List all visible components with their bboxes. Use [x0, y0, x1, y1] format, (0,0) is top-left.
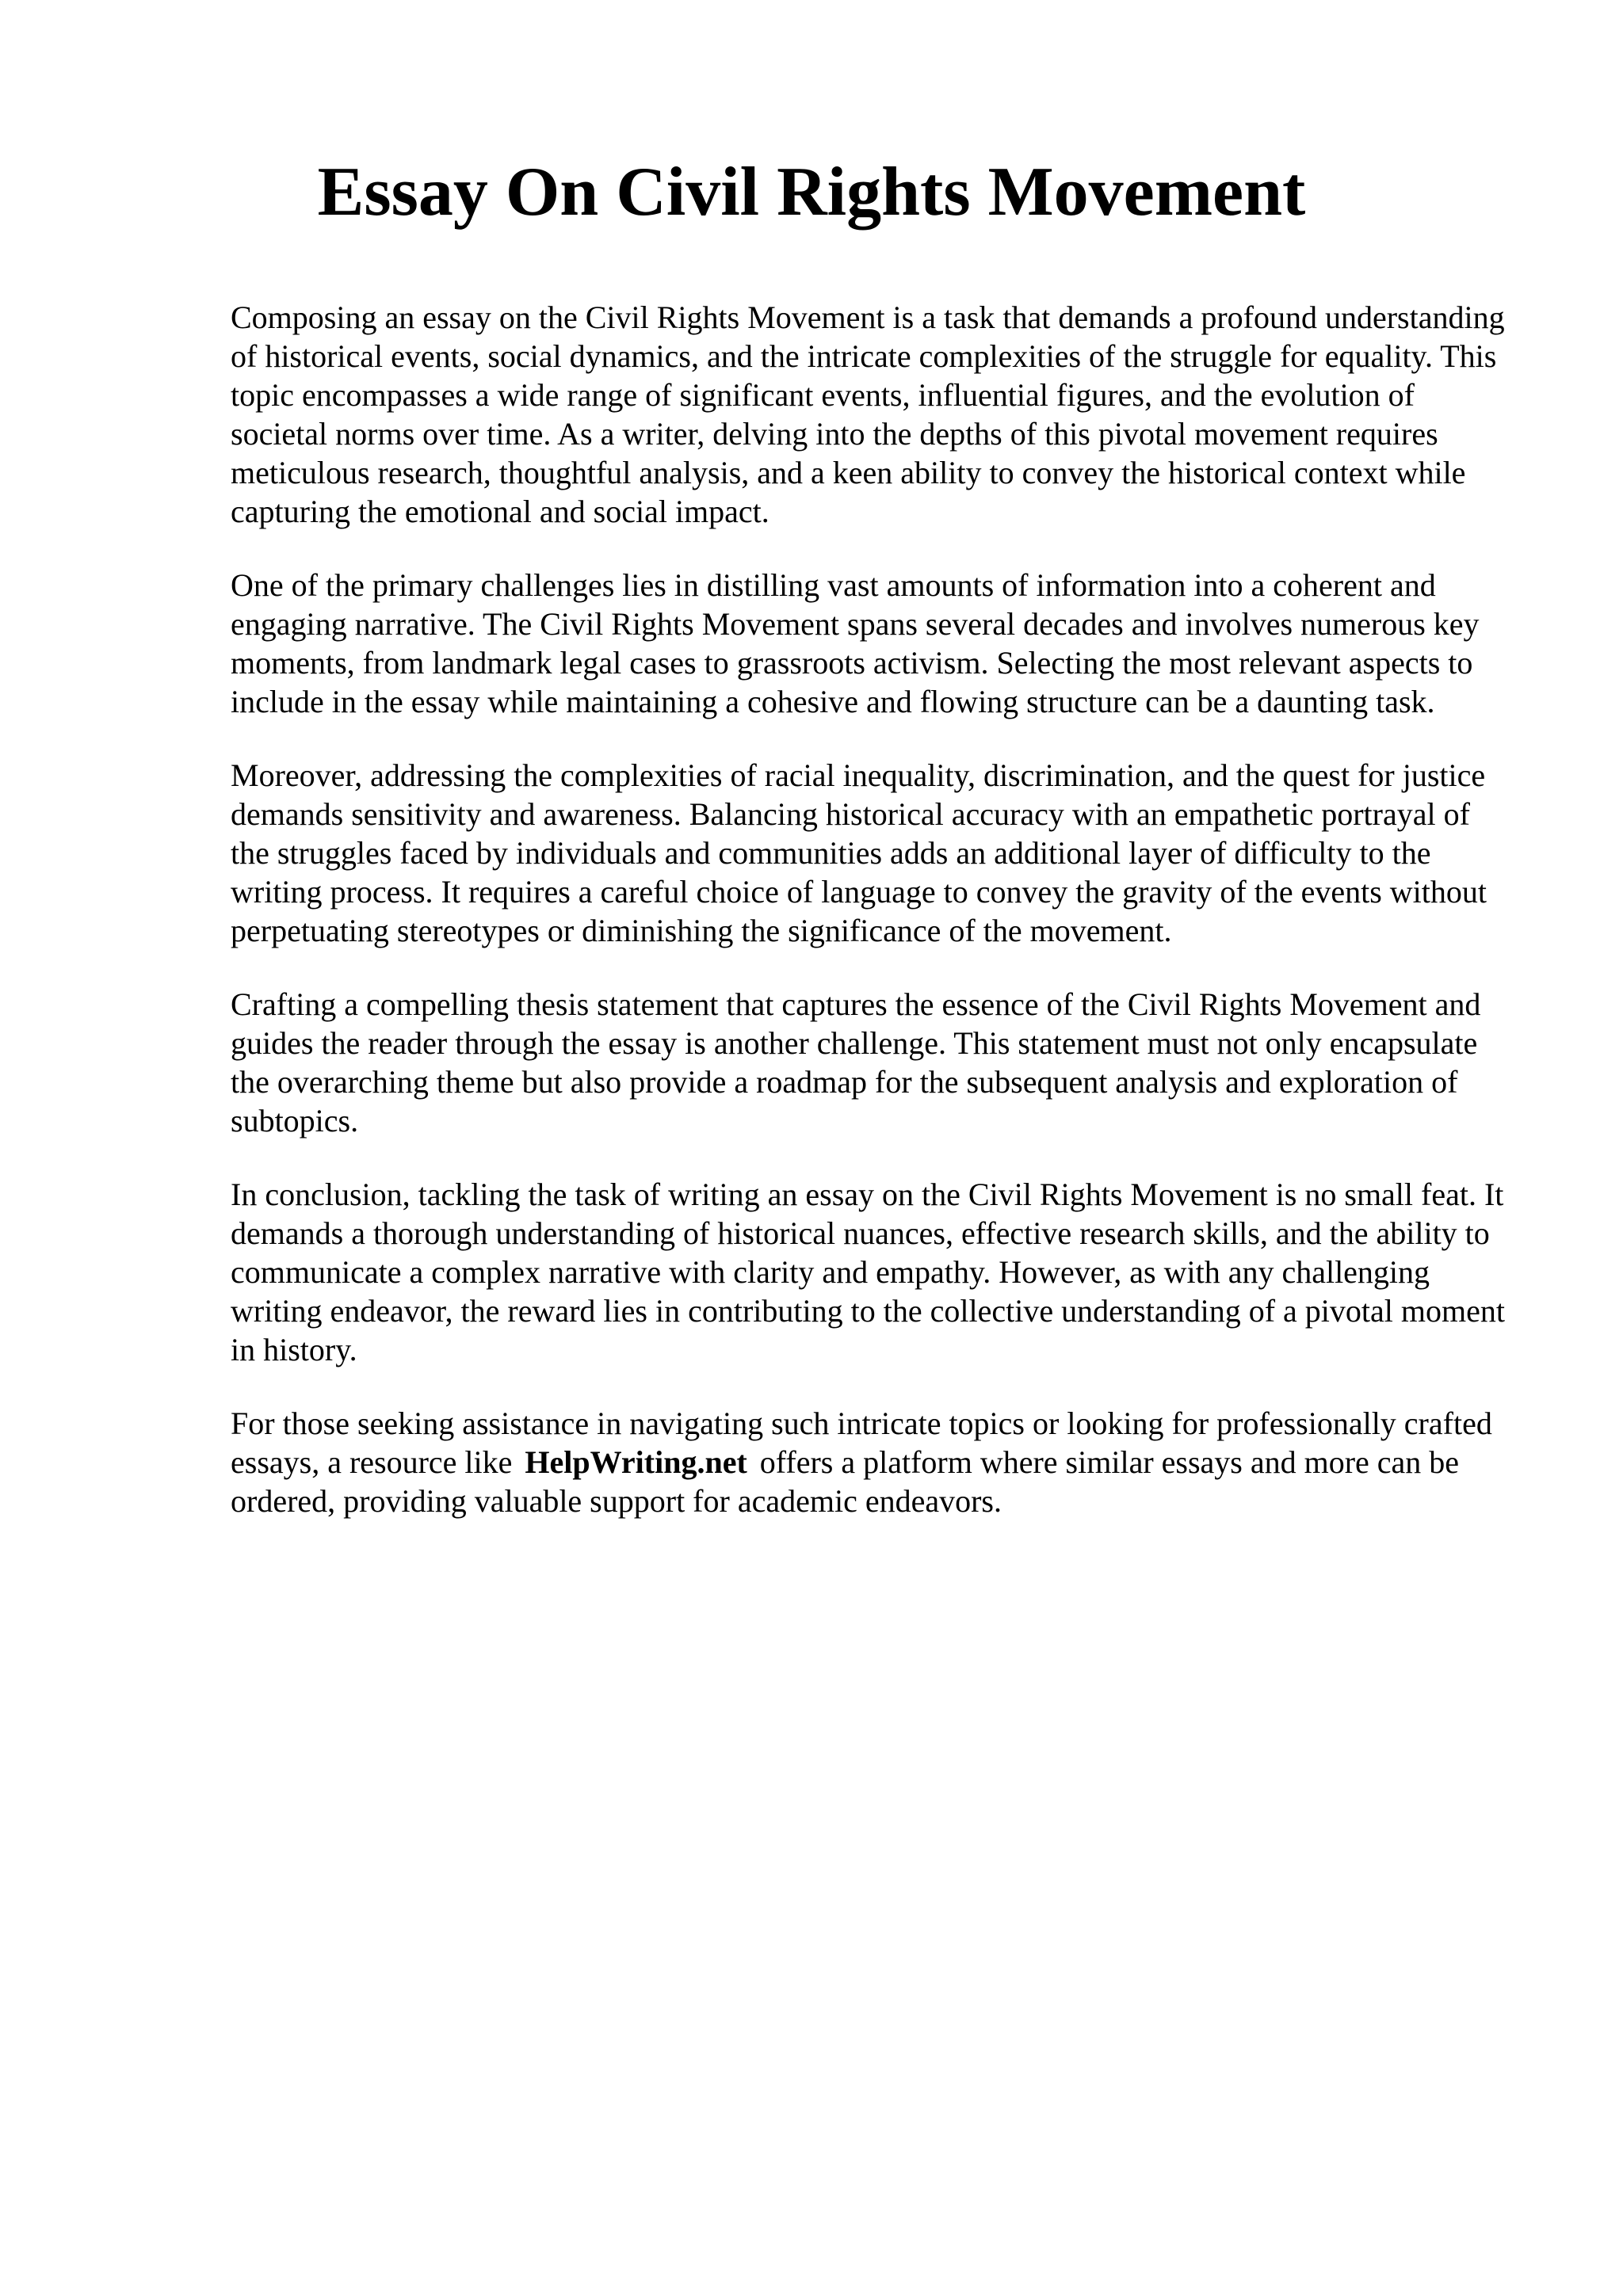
essay-body: [231, 298, 1514, 1555]
paragraph-3: Moreover, addressing the complexities of racial inequality, discrimination, and the quest for justice demands sensitivity and awareness. Balancing historical accuracy with an empathetic portrayal of the struggles faced by individuals and communities adds an additional layer of difficulty to the writing process. It requires a careful choice of language to convey the gravity of the events without perpetuating stereotypes or diminishing the significance of the movement.: [231, 757, 1487, 948]
closing-text-after: offers a platform where similar essays and more can be ordered, providing valuable support for academic endeavors.: [231, 1444, 1460, 1519]
brand-name: HelpWriting.net: [525, 1444, 747, 1480]
paragraph-5: In conclusion, tackling the task of writing an essay on the Civil Rights Movement is no small feat. It demands a thorough understanding of historical nuances, effective research skills, and the ability to communicate a complex narrative with clarity and empathy. However, as with any challenging writing endeavor, the reward lies in contributing to the collective understanding of a pivotal moment in history.: [231, 1177, 1505, 1367]
closing-text-before: For those seeking assistance in navigating such intricate topics or looking for professionally crafted essays, a resource like: [231, 1405, 1492, 1480]
paragraph-2: One of the primary challenges lies in distilling vast amounts of information into a coherent and engaging narrative. The Civil Rights Movement spans several decades and involves numerous key moments, from landmark legal cases to grassroots activism. Selecting the most relevant aspects to include in the essay while maintaining a cohesive and flowing structure can be a daunting task.: [231, 567, 1480, 719]
paragraph-4: Crafting a compelling thesis statement that captures the essence of the Civil Rights Movement and guides the reader through the essay is another challenge. This statement must not only encapsulate the overarching theme but also provide a roadmap for the subsequent analysis and exploration of subtopics.: [231, 986, 1481, 1138]
paragraph-1: Composing an essay on the Civil Rights Movement is a task that demands a profound understanding of historical events, social dynamics, and the intricate complexities of the struggle for equality. This topic encompasses a wide range of significant events, influential figures, and the evolution of societal norms over time. As a writer, delving into the depths of this pivotal movement requires meticulous research, thoughtful analysis, and a keen ability to convey the historical context while capturing the emotional and social impact.: [231, 299, 1505, 529]
closing-paragraph: [231, 1404, 1514, 1520]
essay-title: Essay On Civil Rights Movement: [317, 154, 1306, 231]
